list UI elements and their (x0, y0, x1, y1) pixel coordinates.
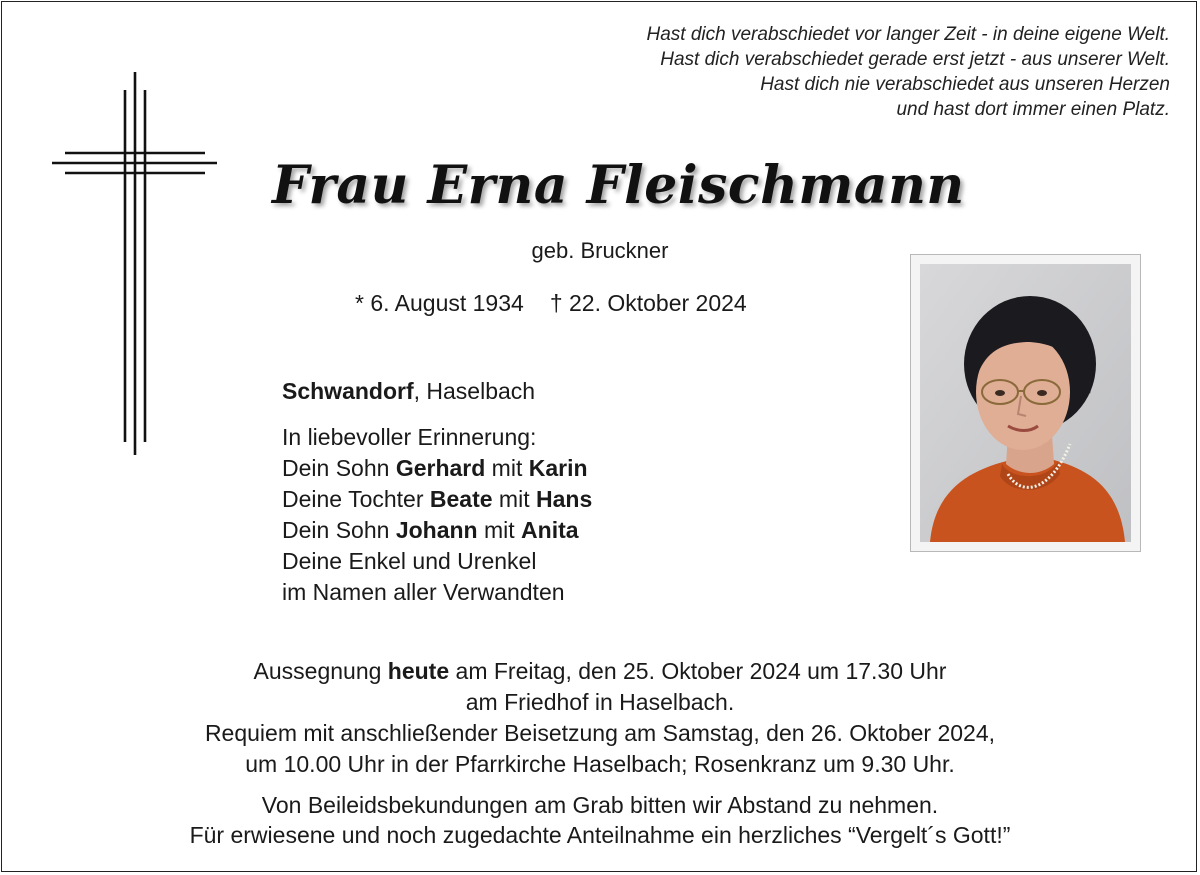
service-line: um 10.00 Uhr in der Pfarrkirche Haselbach; Rosenkranz um 9.30 Uhr. (245, 751, 955, 777)
closing-line: Von Beileidsbekundungen am Grab bitten wir Abstand zu nehmen. (261, 792, 939, 818)
poem-line: und hast dort immer einen Platz. (896, 99, 1170, 120)
poem (647, 22, 1170, 122)
family-line-text: mit (485, 455, 529, 481)
death-date: † 22. Oktober 2024 (549, 290, 747, 316)
deceased-name: Frau Erna Fleischmann (272, 155, 965, 216)
service-highlight: heute (387, 658, 450, 684)
portrait-photo (920, 264, 1131, 542)
family-member: Hans (536, 486, 593, 512)
family-member: Beate (429, 486, 493, 512)
family-line-text: Deine Tochter (282, 486, 430, 512)
family-line (282, 453, 592, 484)
birth-name-text: geb. Bruckner (531, 238, 669, 263)
place-rest: , Haselbach (413, 378, 536, 404)
place-line (282, 378, 535, 405)
family-line-text: mit (492, 486, 536, 512)
service-text: Aussegnung (253, 658, 388, 684)
family-intro: In liebevoller Erinnerung: (282, 424, 537, 450)
family-line (282, 484, 592, 515)
service-line: am Friedhof in Haselbach. (465, 689, 735, 715)
place-town: Schwandorf (282, 378, 414, 404)
family-member: Gerhard (395, 455, 486, 481)
family-line-text: mit (477, 517, 522, 543)
family-member: Johann (395, 517, 478, 543)
closing-line: Für erwiesene und noch zugedachte Anteilnahme ein herzliches “Vergelt´s Gott!” (189, 822, 1011, 848)
poem-line: Hast dich verabschiedet gerade erst jetzt - aus unserer Welt. (660, 49, 1170, 70)
family-line-text: Dein Sohn (282, 455, 396, 481)
family-member: Anita (521, 517, 579, 543)
service-line: Requiem mit anschließender Beisetzung am Samstag, den 26. Oktober 2024, (204, 720, 996, 746)
family-outro: Deine Enkel und Urenkel (282, 548, 537, 574)
poem-line: Hast dich verabschiedet vor langer Zeit - in deine eigene Welt. (646, 24, 1170, 45)
service-line (0, 656, 1200, 687)
family-line (282, 515, 592, 546)
closing-note (0, 790, 1200, 850)
family-line-text: Dein Sohn (282, 517, 396, 543)
portrait-frame (910, 254, 1141, 552)
family-outro: im Namen aller Verwandten (282, 579, 565, 605)
service-text: am Freitag, den 25. Oktober 2024 um 17.30 Uhr (449, 658, 947, 684)
cross-icon (50, 70, 220, 460)
family-member: Karin (528, 455, 588, 481)
birth-date: * 6. August 1934 (355, 290, 524, 316)
poem-line: Hast dich nie verabschiedet aus unseren Herzen (760, 74, 1170, 95)
family-list (282, 422, 592, 608)
service-info (0, 656, 1200, 780)
life-dates (355, 290, 747, 317)
